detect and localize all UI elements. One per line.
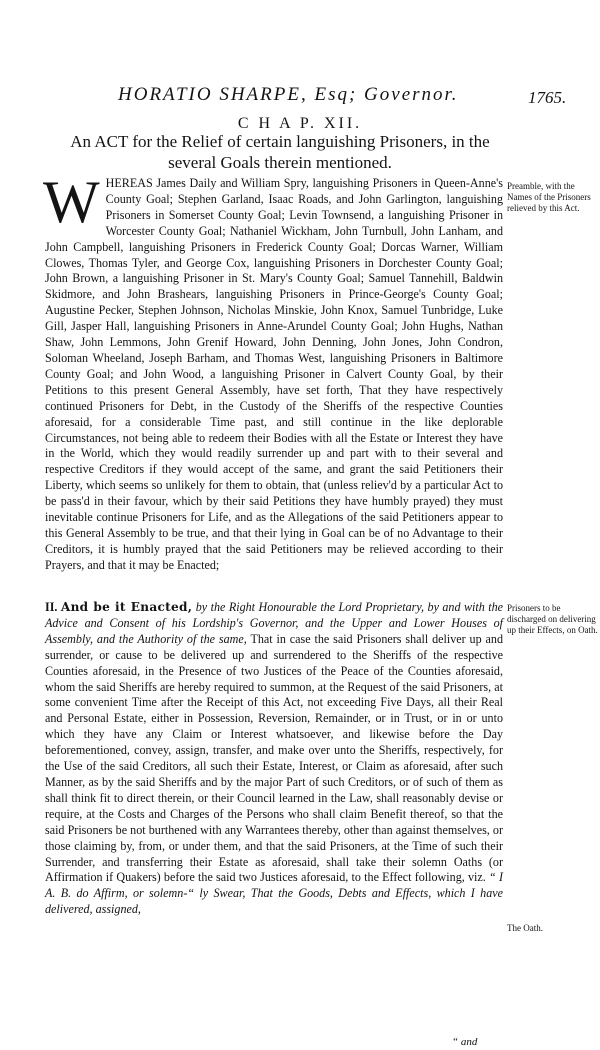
preamble-paragraph: [43, 169, 503, 574]
enacting-words: And be it Enacted,: [60, 600, 193, 614]
section-two-body: That in case the said Prisoners shall deliver up and surrender, or cause to be delivered up and surrendered to the Sheriffs of the respective Counties aforesaid, in the Presence of two Justices of the Peace of the Counties aforesaid, whom the said Sheriffs are hereby required to summon, at the Request of the said Prisoners, at some convenient Time after the Receipt of this Act, not exceeding Five Days, all their Real and Personal Estate, either in Possession, Reversion, Remainder, or in Trust, or in or unto which they have any Claim or Interest whatsoever, and likewise before the Day beforementioned, convey, assign, transfer, and make over unto the Sheriffs, respectively, for the Use of the said Creditors, all such their Estate, Interest, or Claim as aforesaid, after such Manner, as by the said Sheriffs and by the major Part of such Creditors, or of such of them as shall think fit to direct therein, or their Council learned in the Law, shall reasonably devise or require, at the Costs and Charges of the Persons who shall claim Benefit thereof, so that the said Prisoners be not burthened with any Warrantees thereby, other than against themselves, or those claiming by, from, or under them, and that the said Prisoners, at the Time of such their Surrender, and transferring their Estate as aforesaid, shall take their solemn Oaths (or Affirmation if Quakers) before the said two Justices aforesaid, to the Effect following, viz.: [45, 631, 503, 885]
section-two-paragraph: [45, 600, 503, 918]
running-title: HORATIO SHARPE, Esq; Governor.: [118, 84, 459, 105]
page-header: [0, 78, 600, 112]
margin-note-oath: The Oath.: [507, 923, 543, 933]
act-title: An ACT for the Relief of certain languishing Prisoners, in the several Goals therein mentioned.: [70, 132, 490, 172]
preamble-text: HEREAS James Daily and William Spry, languishing Prisoners in Queen-Anne's County Goal; Stephen Garland, Isaac Roads, and John Garlington, languishing Prisoners in Somerset County Goal; Levin Townsend, a languishing Prisoner in Worcester County Goal; Nathaniel Wickham, John Turnbull, John Lanham, and John Campbell, languishing Prisoners in Frederick County Goal; Dorcas Warner, William Clowes, Thomas Tyler, and George Cox, languishing Prisoners in Dorchester County Goal; John Brown, a languishing Prisoner in St. Mary's County Goal; Samuel Tannehill, Baldwin Skidmore, and John Brashears, languishing Prisoners in Prince-George's County Goal; Augustine Pecker, Stephen Johnson, Nicholas Minskie, John Knox, Samuel Tunbridge, Luke Gill, Jasper Hall, languishing Prisoners in Anne-Arundel County Goal; John Hughs, Nathan Shaw, John Lemmons, John Grenif Howard, John Denning, John Jones, John Condron, Soloman Wheeland, Joseph Barham, and Thomas West, languishing Prisoners in Baltimore County Goal; and John Wood, a languishing Prisoner in Calvert County Goal, by their Petitions to this present General Assembly, have set forth, That they have respectively continued Prisoners for Debt, in the Custody of the Sheriffs of the respective Counties aforesaid, for a considerable Time past, and still continue in the like deplorable Circumstances, not being able to redeem their Bodies with all the Estate or Interest they have in the World, which they would readily surrender up and part with to their several and respective Creditors if they would accept of the same, and grant the said Petitioners their Liberty, which seems so unlikely for them to obtain, that (unless reliev'd by a particular Act to be pass'd in their favour, which by their said Petitions they have humbly prayed) they must inevitable continue Prisoners for Life, and as the Allegations of the said Petitioners appear to this General Assembly to be true, and that their lying in Goal can be of no Advantage to their Creditors, it is humbly prayed that the said Petitioners may be relieved according to their Prayers, and that it may be Enacted;: [45, 176, 503, 572]
margin-note-preamble: Preamble, with the Names of the Prisoners relieved by this Act.: [507, 181, 591, 213]
page-number: 1765.: [528, 88, 567, 107]
oath-text: “ I A. B. do Affirm, or solemn-“ ly Swear, That the Goods, Debts and Effects, which I have delivered, assigned,: [45, 870, 504, 917]
drop-cap: W: [43, 169, 100, 235]
catchword: “ and: [452, 1036, 478, 1048]
enacting-authority: by the Right Honourable the Lord Proprietary, by and with the Advice and Consent of his Lordship's Governor, and the Upper and Lower Houses of Assembly, and the Authority of the same,: [45, 600, 504, 646]
chapter-label: C H A P. XII.: [237, 115, 363, 132]
margin-note-discharge: Prisoners to be discharged on delivering up their Effects, on Oath.: [507, 603, 598, 635]
section-number: II.: [45, 600, 58, 614]
